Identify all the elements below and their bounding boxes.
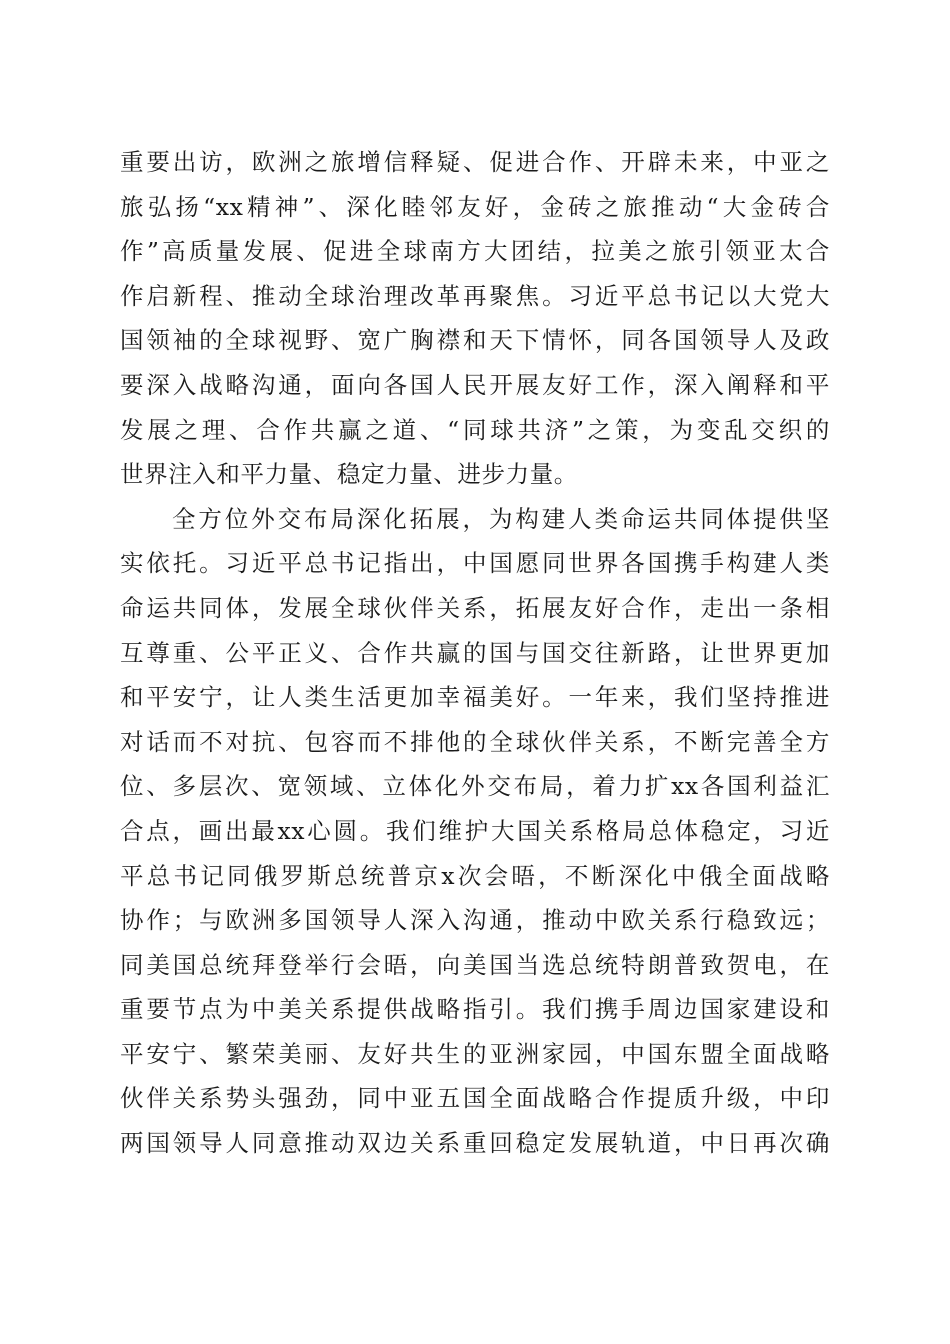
text-line: 对话而不对抗、包容而不排他的全球伙伴关系，不断完善全方: [120, 727, 830, 756]
text-line: 平总书记同俄罗斯总统普京x次会晤，不断深化中俄全面战略: [120, 861, 830, 890]
text-line: 互尊重、公平正义、合作共赢的国与国交往新路，让世界更加: [120, 638, 830, 667]
paragraph-end-line: 世界注入和平力量、稳定力量、进步力量。: [120, 460, 578, 489]
text-line: 作启新程、推动全球治理改革再聚焦。习近平总书记以大党大: [120, 281, 830, 310]
text-line: 两国领导人同意推动双边关系重回稳定发展轨道，中日再次确: [120, 1129, 830, 1158]
text-line: 同美国总统拜登举行会晤，向美国当选总统特朗普致贺电，在: [120, 950, 830, 979]
body-text: [120, 140, 830, 1166]
text-line: 旅弘扬“xx精神”、深化睦邻友好，金砖之旅推动“大金砖合: [120, 192, 830, 221]
text-line: 作”高质量发展、促进全球南方大团结，拉美之旅引领亚太合: [120, 237, 830, 266]
text-line: 命运共同体，发展全球伙伴关系，拓展友好合作，走出一条相: [120, 593, 830, 622]
text-line: 和平安宁，让人类生活更加幸福美好。一年来，我们坚持推进: [120, 683, 830, 712]
text-line: 合点，画出最xx心圆。我们维护大国关系格局总体稳定，习近: [120, 816, 830, 845]
text-line: 发展之理、合作共赢之道、“同球共济”之策，为变乱交织的: [120, 415, 830, 444]
text-line: 重要出访，欧洲之旅增信释疑、促进合作、开辟未来，中亚之: [120, 148, 830, 176]
text-line: 要深入战略沟通，面向各国人民开展友好工作，深入阐释和平: [120, 370, 830, 399]
text-line: 国领袖的全球视野、宽广胸襟和天下情怀，同各国领导人及政: [120, 326, 830, 355]
paragraph-first-line: 全方位外交布局深化拓展，为构建人类命运共同体提供坚: [172, 504, 830, 533]
text-line: 伙伴关系势头强劲，同中亚五国全面战略合作提质升级，中印: [120, 1084, 830, 1113]
text-line: 协作；与欧洲多国领导人深入沟通，推动中欧关系行稳致远；: [120, 906, 830, 935]
text-line: 实依托。习近平总书记指出，中国愿同世界各国携手构建人类: [120, 549, 830, 578]
text-line: 位、多层次、宽领域、立体化外交布局，着力扩xx各国利益汇: [120, 772, 830, 801]
text-line: 平安宁、繁荣美丽、友好共生的亚洲家园，中国东盟全面战略: [120, 1039, 830, 1068]
text-line: 重要节点为中美关系提供战略指引。我们携手周边国家建设和: [120, 995, 830, 1024]
